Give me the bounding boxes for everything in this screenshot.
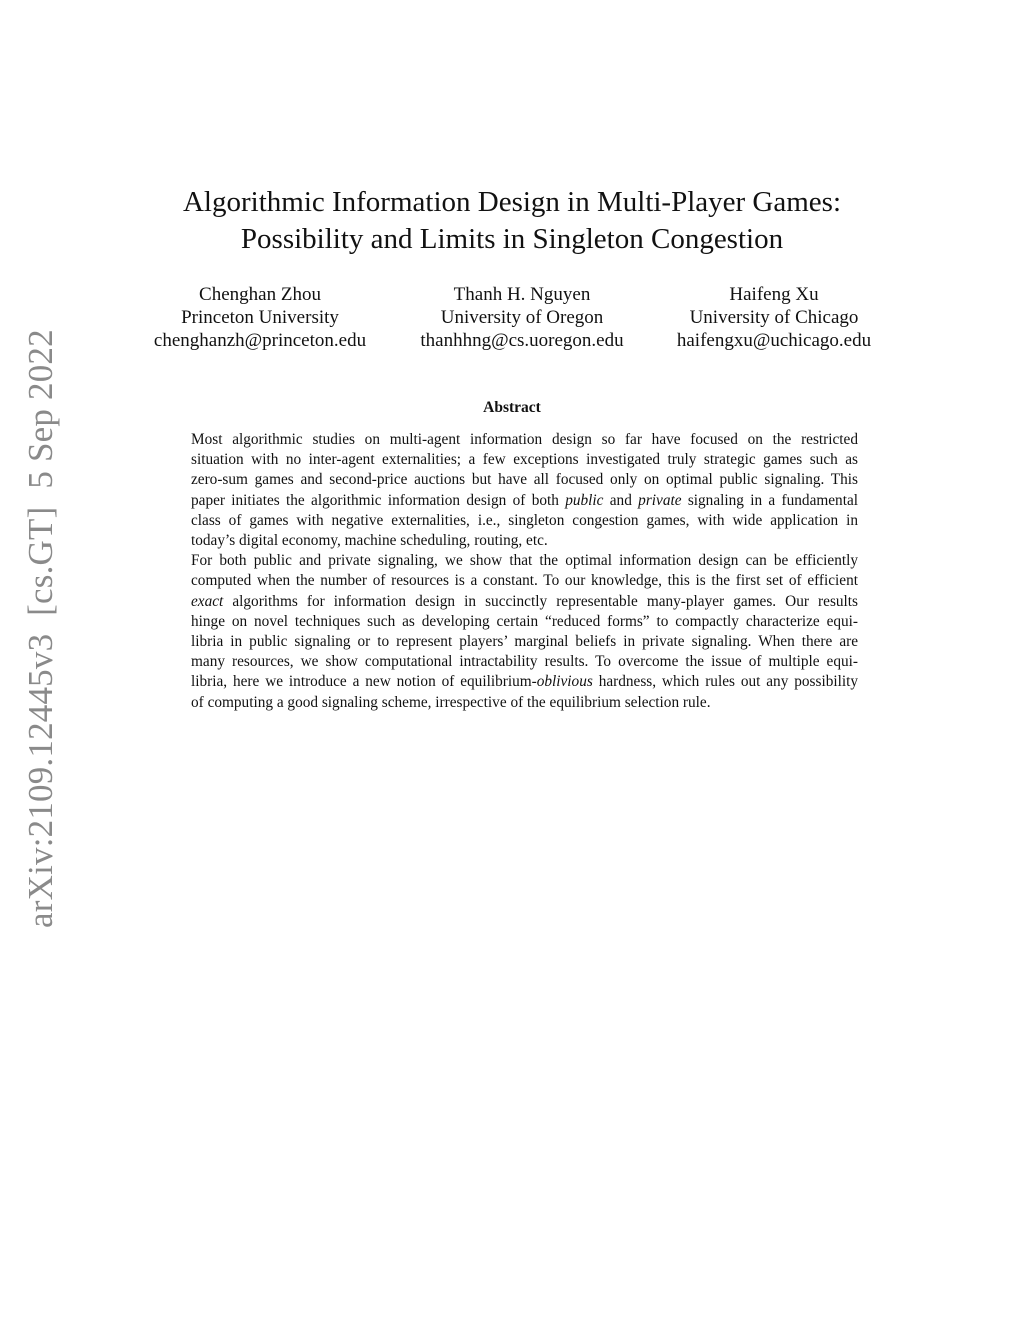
abstract-line — [166, 672, 858, 692]
title-line-1: Algorithmic Information Design in Multi-Player Games: — [182, 186, 842, 218]
author-name: Chenghan Zhou — [199, 284, 321, 305]
abstract-line — [166, 592, 858, 612]
text-run: and — [603, 491, 639, 509]
author-block — [402, 283, 642, 352]
abstract-line: today’s digital economy, machine scheduling, routing, etc. — [191, 532, 548, 550]
author-email: haifengxu@uchicago.edu — [676, 330, 872, 351]
abstract-line: hinge on novel techniques such as developing certain “reduced forms” to compactly characterize equi- — [191, 612, 858, 630]
abstract-line: Most algorithmic studies on multi-agent information design so far have focused on the restricted — [191, 431, 858, 448]
author-name: Thanh H. Nguyen — [453, 284, 591, 305]
author-block — [140, 283, 380, 352]
author-name: Haifeng Xu — [729, 284, 819, 305]
abstract-line: libria in public signaling or to represent players’ marginal beliefs in private signaling. When there are — [191, 633, 858, 651]
text-run: hardness, which rules out any possibility — [592, 673, 858, 691]
abstract-paragraph-1 — [166, 430, 858, 551]
text-run: algorithms for information design in succinctly representable many-player games. Our results — [223, 592, 858, 610]
abstract-line: zero-sum games and second-price auctions but have all focused only on optimal public signaling. This — [191, 471, 858, 489]
author-email: chenghanzh@princeton.edu — [153, 330, 367, 351]
abstract-line: of computing a good signaling scheme, irrespective of the equilibrium selection rule. — [191, 693, 711, 711]
author-affiliation: University of Chicago — [689, 307, 859, 328]
abstract-line: situation with no inter-agent externalities; a few exceptions investigated truly strategic games such as — [191, 451, 858, 469]
title-line-2: Possibility and Limits in Singleton Congestion — [240, 223, 784, 255]
arxiv-identifier-stamp: arXiv:2109.12445v3 [cs.GT] 5 Sep 2022 — [21, 329, 60, 928]
author-affiliation: University of Oregon — [440, 307, 604, 328]
author-block — [664, 283, 884, 352]
emphasis-exact: exact — [191, 592, 224, 610]
text-run: paper initiates the algorithmic information design of both — [191, 491, 566, 509]
author-email: thanhhng@cs.uoregon.edu — [420, 330, 624, 351]
text-run: signaling in a fundamental — [681, 491, 858, 509]
emphasis-public: public — [565, 491, 604, 509]
emphasis-private: private — [638, 491, 682, 509]
emphasis-oblivious: oblivious — [536, 673, 593, 691]
paper-title — [0, 184, 1024, 258]
text-run: libria, here we introduce a new notion of equilibrium- — [191, 673, 537, 691]
abstract-line — [166, 491, 858, 511]
abstract-paragraph-2 — [166, 551, 858, 713]
abstract-line: computed when the number of resources is a constant. To our knowledge, this is the first set of efficient — [191, 572, 858, 590]
abstract-line: many resources, we show computational intractability results. To overcome the issue of multiple equi- — [191, 653, 858, 671]
author-affiliation: Princeton University — [181, 307, 339, 328]
abstract-line: For both public and private signaling, we show that the optimal information design can be efficiently — [191, 552, 858, 570]
abstract-line: class of games with negative externalities, i.e., singleton congestion games, with wide application in — [191, 511, 858, 529]
abstract-body — [166, 430, 858, 713]
abstract-heading: Abstract — [483, 399, 541, 416]
